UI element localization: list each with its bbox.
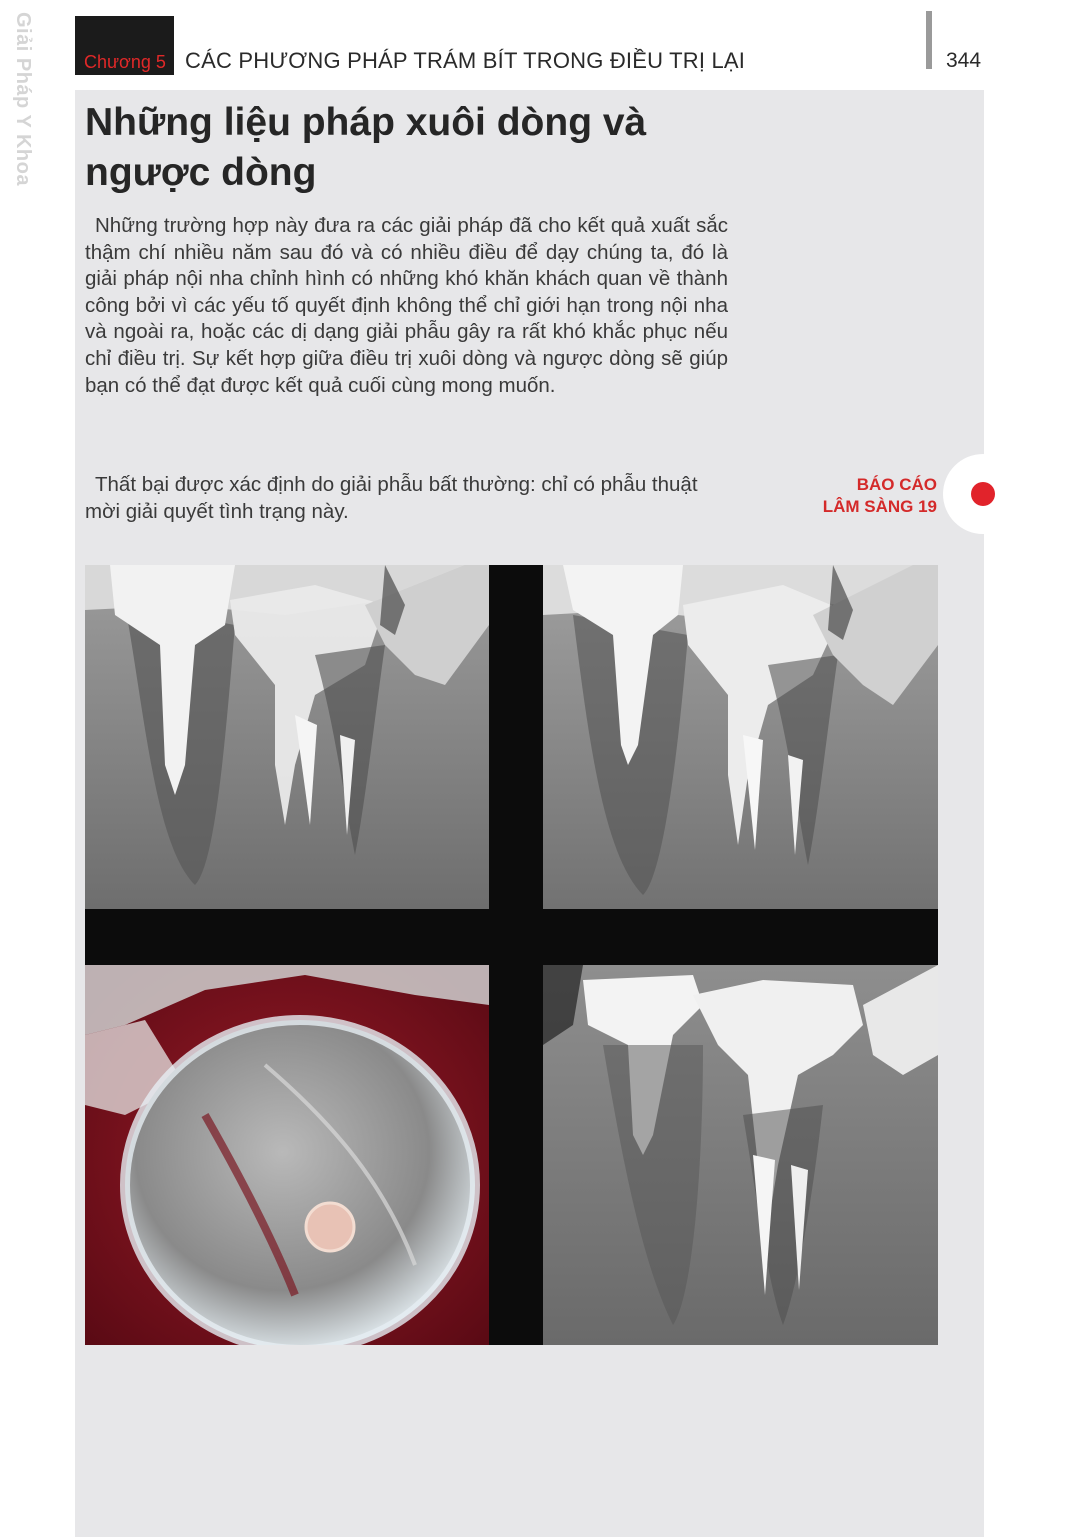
intro-paragraph: Những trường hợp này đưa ra các giải pháp đã cho kết quả xuất sắc thậm chí nhiều năm sau đó và có nhiều điều để dạy chúng ta, đó là giải pháp nội nha chỉnh hình có những khó khăn khách quan về thành công bởi vì các yếu tố quyết định không thể chỉ giới hạn trong nội nha và ngoài ra, hoặc các dị dạng giải phẫu gây ra rất khó khắc phục nếu chỉ điều trị. Sự kết hợp giữa điều trị xuôi dòng và ngược dòng sẽ giúp bạn có thể đạt được kết quả cuối cùng mong muốn. xyxy=(85,214,728,397)
radiograph-followup xyxy=(543,965,938,1345)
case-label-line1: BÁO CÁO xyxy=(856,475,937,494)
section-title: Những liệu pháp xuôi dòng và ngược dòng xyxy=(85,101,647,194)
chapter-title: CÁC PHƯƠNG PHÁP TRÁM BÍT TRONG ĐIỀU TRỊ LẠI xyxy=(185,48,746,73)
surgical-photo xyxy=(85,965,489,1345)
case-report-label xyxy=(800,474,937,518)
case-description: Thất bại được xác định do giải phẫu bất thường: chỉ có phẫu thuật mời giải quyết tình trạng này. xyxy=(85,473,698,523)
page-number: 344 xyxy=(946,49,982,72)
case-label-line2: LÂM SÀNG 19 xyxy=(822,497,937,516)
side-watermark: Giải Pháp Y Khoa xyxy=(12,12,34,186)
case-marker xyxy=(943,454,1023,534)
header-divider xyxy=(926,11,932,69)
clinical-figure xyxy=(85,565,938,1345)
chapter-label: Chương 5 xyxy=(84,52,166,72)
radiograph-preop xyxy=(85,565,489,909)
case-dot-icon xyxy=(971,482,995,506)
radiograph-postop xyxy=(543,565,938,909)
